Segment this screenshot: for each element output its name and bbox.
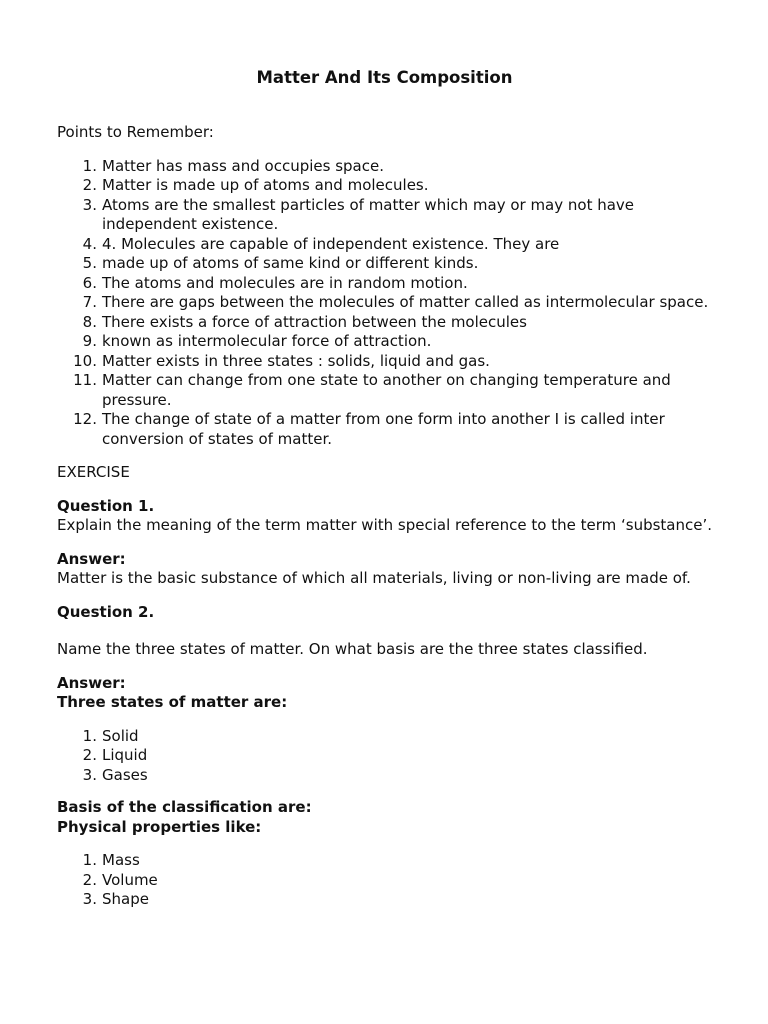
list-item: Volume — [102, 870, 158, 889]
list-item: Mass — [102, 851, 140, 869]
points-list — [57, 157, 712, 450]
answer-1-block — [57, 550, 712, 589]
answer-2-label: Answer: — [57, 673, 126, 692]
list-item: There exists a force of attraction between the molecules — [102, 312, 527, 331]
list-item: Matter can change from one state to another on changing temperature and pressure. — [102, 371, 671, 409]
list-item: Gases — [102, 765, 148, 784]
exercise-heading: EXERCISE — [57, 463, 130, 481]
answer-2-subheading: Three states of matter are: — [57, 693, 288, 711]
list-item: Liquid — [102, 746, 148, 764]
answer-1-label: Answer: — [57, 549, 126, 568]
basis-block — [57, 798, 712, 837]
properties-heading: Physical properties like: — [57, 817, 262, 836]
question-2-block — [57, 603, 712, 660]
question-1-label: Question 1. — [57, 496, 155, 515]
answer-2-block — [57, 674, 712, 713]
list-item: Shape — [102, 890, 149, 908]
properties-list — [57, 851, 712, 910]
states-list — [57, 727, 712, 786]
list-item: The atoms and molecules are in random motion. — [102, 273, 468, 292]
list-item: Atoms are the smallest particles of matter which may or may not have independent existence. — [102, 195, 635, 233]
question-2-text: Name the three states of matter. On what basis are the three states classified. — [57, 640, 648, 658]
answer-1-text: Matter is the basic substance of which all materials, living or non-living are made of. — [57, 569, 691, 587]
list-item: 4. Molecules are capable of independent existence. They are — [102, 234, 560, 253]
document-title: Matter And Its Composition — [256, 68, 513, 87]
list-item: Matter is made up of atoms and molecules. — [102, 176, 429, 194]
list-item: made up of atoms of same kind or different kinds. — [102, 254, 479, 272]
list-item: Matter exists in three states : solids, liquid and gas. — [102, 351, 490, 370]
question-2-label: Question 2. — [57, 602, 155, 621]
basis-heading: Basis of the classification are: — [57, 798, 312, 816]
list-item: There are gaps between the molecules of matter called as intermolecular space. — [102, 293, 709, 311]
list-item: Solid — [102, 726, 139, 745]
list-item: The change of state of a matter from one form into another I is called inter conversion of states of matter. — [102, 410, 665, 448]
list-item: known as intermolecular force of attraction. — [102, 332, 432, 350]
points-heading: Points to Remember: — [57, 123, 214, 141]
list-item: Matter has mass and occupies space. — [102, 156, 384, 175]
question-1-block — [57, 497, 712, 536]
question-1-text: Explain the meaning of the term matter with special reference to the term ‘substance’. — [57, 516, 713, 534]
